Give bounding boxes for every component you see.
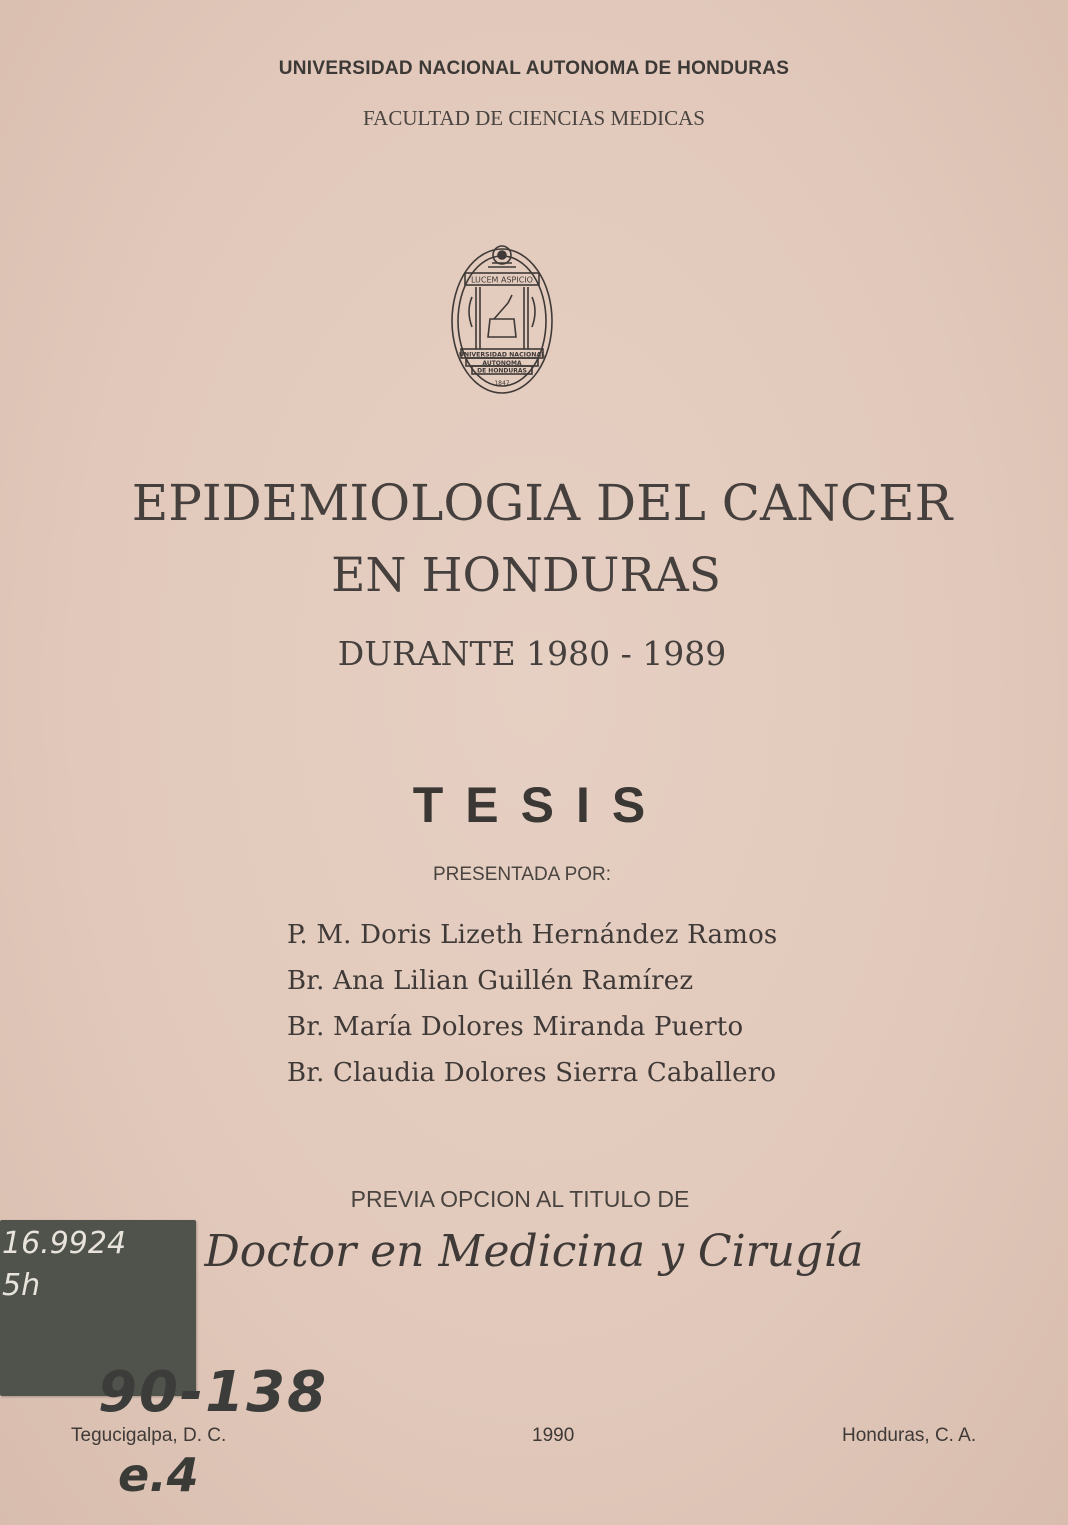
author-name: Br. Ana Lilian Guillén Ramírez	[287, 966, 694, 996]
footer-city: Tegucigalpa, D. C.	[71, 1425, 227, 1446]
footer-country: Honduras, C. A.	[842, 1425, 977, 1446]
author-list	[287, 912, 777, 1096]
thesis-label: TESIS	[412, 777, 668, 833]
seal-banner-line2: AUTONOMA	[482, 359, 522, 367]
author-name: P. M. Doris Lizeth Hernández Ramos	[287, 920, 778, 950]
seal-banner-line1: UNIVERSIDAD NACIONAL	[458, 351, 546, 359]
handwritten-copy-number: e.4	[118, 1448, 199, 1502]
call-number-line-1: 16.9924	[2, 1226, 127, 1261]
handwritten-accession-number: 90-138	[98, 1360, 329, 1425]
seal-motto: LUCEM ASPICIO	[471, 275, 533, 285]
university-seal-icon	[448, 237, 556, 397]
title-period: DURANTE 1980 - 1989	[337, 634, 727, 673]
seal-year: 1847	[494, 380, 510, 387]
title-line-2: EN HONDURAS	[331, 548, 721, 603]
author-name: Br. María Dolores Miranda Puerto	[287, 1012, 744, 1042]
degree-title: Doctor en Medicina y Cirugía	[204, 1226, 864, 1277]
call-number-line-2: 5h	[2, 1268, 41, 1303]
footer-year: 1990	[532, 1425, 575, 1446]
author-name: Br. Claudia Dolores Sierra Caballero	[287, 1058, 777, 1088]
title-line-1: EPIDEMIOLOGIA DEL CANCER	[131, 474, 953, 532]
university-name: UNIVERSIDAD NACIONAL AUTONOMA DE HONDURAS	[278, 58, 790, 79]
seal-banner-line3: DE HONDURAS	[477, 367, 527, 375]
presented-by-label: PRESENTADA POR:	[432, 864, 612, 885]
prior-option-label: PREVIA OPCION AL TITULO DE	[350, 1186, 690, 1212]
faculty-name: FACULTAD DE CIENCIAS MEDICAS	[363, 106, 705, 130]
